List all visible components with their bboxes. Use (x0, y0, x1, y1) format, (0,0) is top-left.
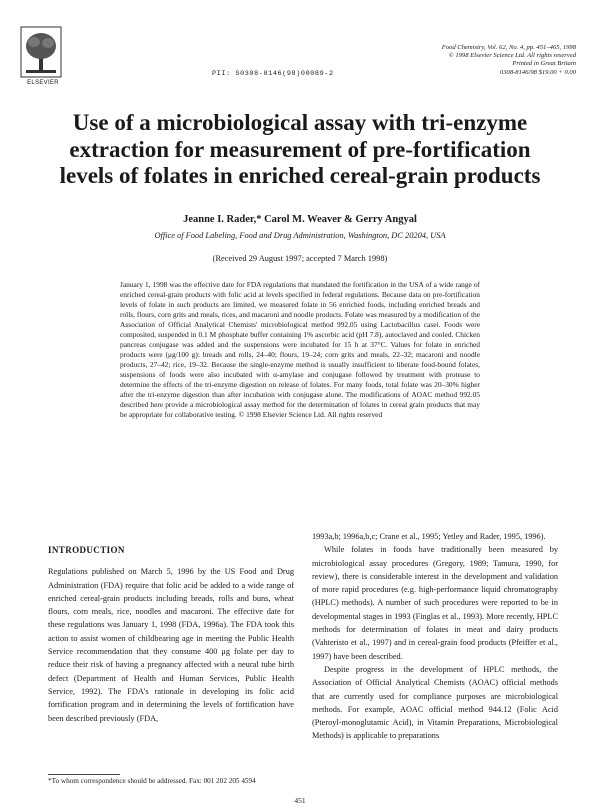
received-dates: (Received 29 August 1997; accepted 7 March 1998) (212, 254, 388, 263)
authors: Jeanne I. Rader,* Carol M. Weaver & Gerry Angyal (183, 214, 417, 225)
journal-line: Food Chemistry, Vol. 62, No. 4, pp. 451–465, 1998 (441, 44, 576, 51)
page-number: 451 (294, 796, 306, 805)
affiliation: Office of Food Labeling, Food and Drug Administration, Washington, DC 20204, USA (154, 231, 446, 240)
right-column (312, 530, 558, 743)
paper-title: Use of a microbiological assay with tri-enzyme extraction for measurement of pre-fortification levels of folates in enriched cereal-grain products (59, 110, 541, 188)
journal-citation (340, 44, 576, 77)
journal-line: © 1998 Elsevier Science Ltd. All rights reserved (448, 52, 576, 60)
journal-line: Printed in Great Britain (512, 60, 576, 68)
body-paragraph: 1993a,b; 1996a,b,c; Crane et al., 1995; Yetley and Rader, 1995, 1996). (312, 532, 546, 541)
publisher-name: ELSEVIER (27, 80, 59, 86)
body-paragraph: Regulations published on March 5, 1996 by the US Food and Drug Administration (FDA) require that folic acid be added to a wide range of enriched cereal-grain products including breads, rolls and buns, wheat flours, corn meals, rice, noodles and macaroni. The effective date for these regulations was January 1, 1998 (FDA, 1996a). The FDA took this action to assist women of childbearing age in meeting the Public Health Service recommendation that they consume 400 μg folate per day to reduce their risk of having a pregnancy affected with a neural tube birth defect (Department of Health and Human Services, Public Health Service, 1992). The FDA's rationale in developing its folic acid fortification program and in determining the levels of fortification have been described previously (FDA, (48, 567, 294, 723)
body-paragraph: Despite progress in the development of HPLC methods, the Association of Official Analytical Chemists (AOAC) official methods that are currently used for compliance purposes are microbiological methods. For example, AOAC official method 944.12 (Folic Acid (Pteroyl-monoglutamic Acid), in Vitamin Preparations, Microbiological Methods) is applicable to preparations (312, 664, 558, 741)
abstract: January 1, 1998 was the effective date for FDA regulations that mandated the fortification in the USA of a wide range of enriched cereal-grain products with folic acid at levels specified in federal regulations. Because data on pre-fortification levels of folate in such products are limited, we measured folate in 56 enriched foods, including enriched breads and rolls, flours, corn grits and meals, rices, and macaroni and noodle products. Folate was measured by a modification of the Association of Official Analytical Chemists' microbiological method 992.05 using Lactobacillus casei. Foods were composited, suspended in 0.1 M phosphate buffer containing 1% ascorbic acid (pH 7.8), autoclaved and cooled. Chicken pancreas conjugase was added and the suspensions were incubated for 15 h at 37°C. Values for folate in enriched products were (μg/100 g): breads and rolls, 24–40; flours, 19–24; corn grits and meals, 22–32; macaroni and noodle products, 27–42; rice, 19–32. Because the single-enzyme method is usually insufficient to liberate food-bound folates, suspensions of foods were also incubated with α-amylase and conjugase followed by treatment with protease to determine the effects of the tri-enzyme digestion on release of folates. For many foods, total folate was 20–30% higher after the tri-enzyme digestion than after incubation with conjugase alone. The modifications of AOAC method 992.05 described here provide a microbiological assay method for the determination of folates in cereal grain products that may be appropriate for collaborative testing. © 1998 Elsevier Science Ltd. All rights reserved (120, 280, 480, 419)
body-paragraph: While folates in foods have traditionally been measured by microbiological assay procedures (Gregory, 1989; Tamura, 1990, for review), there is considerable interest in the development and validation of more rapid procedures (e.g. high-performance liquid chromatography (HPLC) methods). A number of such procedures were reported to be in developmental stages in 1993 (Finglas et al., 1993). More recently, HPLC methods for determination of folates in meat and dairy products (Vahteristo et al., 1997) and in cereal-grain food products (Pfeiffer et al., 1997) have been described. (312, 545, 558, 661)
section-heading: INTRODUCTION (48, 545, 125, 555)
left-column (48, 544, 294, 725)
correspondence-footnote: *To whom correspondence should be addressed. Fax: 001 202 205 4594 (48, 777, 256, 785)
pii-identifier: PII: S0308-8146(98)00089-2 (212, 70, 334, 78)
elsevier-logo (20, 26, 62, 78)
journal-line: 0308-8146/98 $19.00 + 0.00 (499, 68, 576, 76)
footnote-divider (48, 774, 120, 775)
